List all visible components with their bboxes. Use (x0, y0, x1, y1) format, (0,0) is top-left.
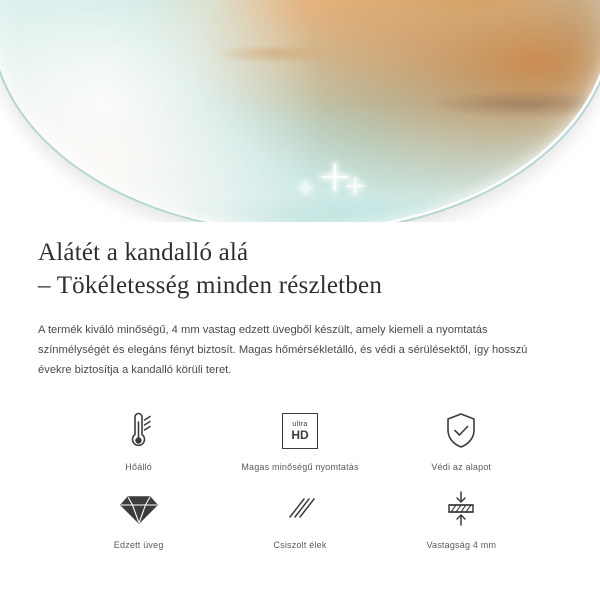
headline-line-1: Alátét a kandalló alá (38, 239, 249, 266)
feature-grid (38, 408, 562, 550)
feature-thickness (381, 486, 542, 550)
feature-label: Magas minőségű nyomtatás (241, 462, 359, 472)
feature-surface-protection (381, 408, 542, 472)
description-paragraph: A termék kiváló minőségű, 4 mm vastag edzett üvegből készült, amely kiemeli a nyomtatás színmélységét és elegáns fényt biztosít. Magas hőmérsékletálló, és védi a sérülésektől, így hosszú évekre biztosítja a kandalló körüli teret. (38, 324, 528, 376)
feature-label: Csiszolt élek (273, 540, 327, 550)
feature-label: Vastagság 4 mm (426, 540, 497, 550)
diamond-icon (119, 486, 159, 532)
marble-glass-disc (0, 0, 600, 222)
hero-image (0, 0, 600, 222)
polished-edge-icon (282, 486, 318, 532)
marble-veining (0, 0, 600, 222)
ultra-hd-icon (282, 408, 318, 454)
page-title (38, 236, 562, 302)
ultra-hd-bottom-label: HD (291, 428, 309, 442)
feature-label: Védi az alapot (431, 462, 492, 472)
ultra-hd-top-label: ultra (292, 421, 308, 428)
feature-label: Edzett üveg (113, 540, 164, 550)
headline-line-2: – Tökéletesség minden részletben (38, 272, 383, 299)
feature-tempered-glass (58, 486, 219, 550)
thermometer-icon (122, 408, 156, 454)
thickness-arrows-icon (441, 486, 481, 532)
feature-heat-resistant (58, 408, 219, 472)
feature-print-quality (219, 408, 380, 472)
text-content (0, 222, 600, 550)
feature-polished-edges (219, 486, 380, 550)
shield-check-icon (443, 408, 479, 454)
feature-label: Hőálló (125, 462, 153, 472)
